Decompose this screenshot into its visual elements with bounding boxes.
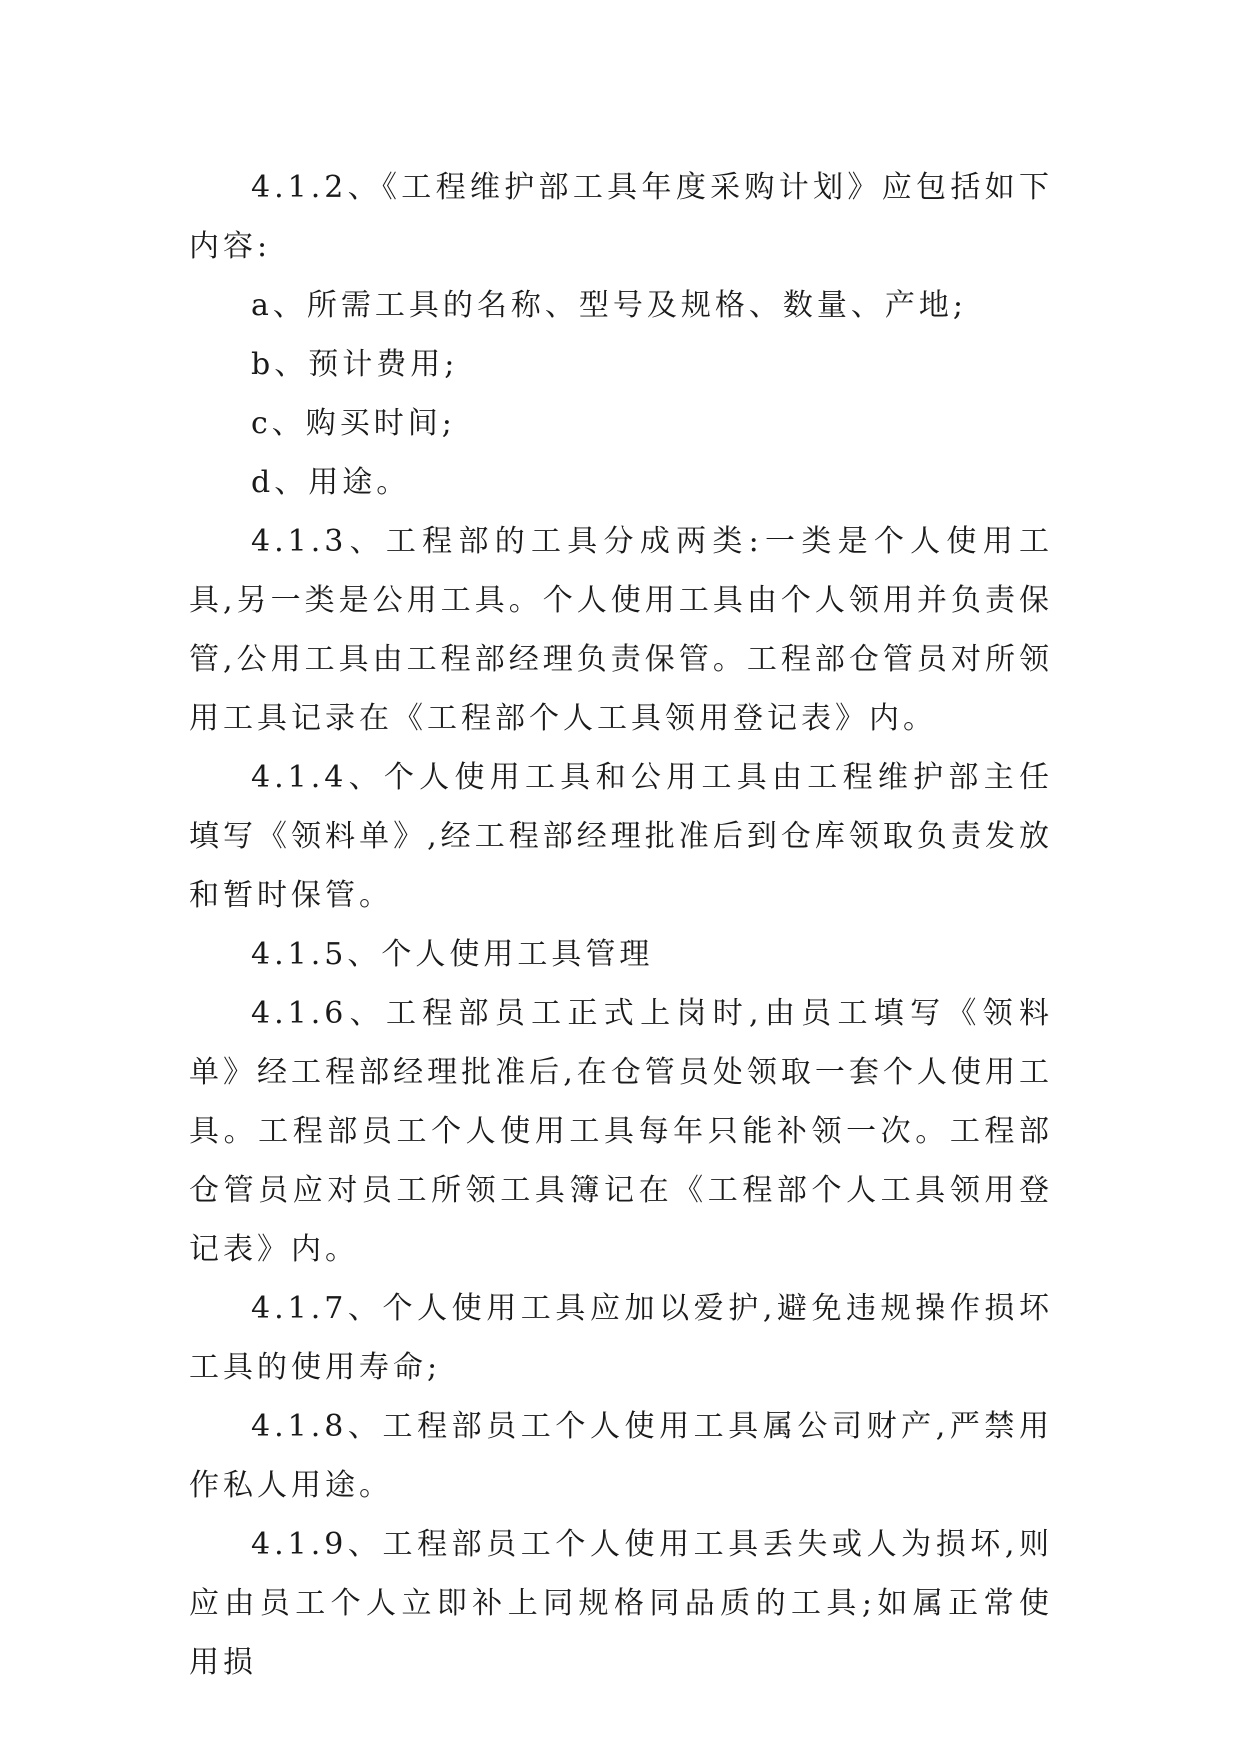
paragraph-4-1-5: 4.1.5、个人使用工具管理 xyxy=(251,937,654,972)
paragraph-4-1-8: 4.1.8、工程部员工个人使用工具属公司财产,严禁用作私人用途。 xyxy=(189,1409,1053,1503)
list-item-a: a、所需工具的名称、型号及规格、数量、产地; xyxy=(251,288,967,323)
paragraph-4-1-3: 4.1.3、工程部的工具分成两类:一类是个人使用工具,另一类是公用工具。个人使用工具由个人领用并负责保管,公用工具由工程部经理负责保管。工程部仓管员对所领用工具记录在《工程部个人工具领用登记表》内。 xyxy=(189,524,1053,736)
list-item-d: d、用途。 xyxy=(251,465,411,500)
paragraph-4-1-7: 4.1.7、个人使用工具应加以爱护,避免违规操作损坏工具的使用寿命; xyxy=(189,1291,1053,1385)
document-body xyxy=(189,158,1053,1692)
paragraph-4-1-9: 4.1.9、工程部员工个人使用工具丢失或人为损坏,则应由员工个人立即补上同规格同品质的工具;如属正常使用损 xyxy=(189,1527,1053,1680)
list-item-b: b、预计费用; xyxy=(251,347,459,382)
paragraph-4-1-6: 4.1.6、工程部员工正式上岗时,由员工填写《领料单》经工程部经理批准后,在仓管员处领取一套个人使用工具。工程部员工个人使用工具每年只能补领一次。工程部仓管员应对员工所领工具簿记在《工程部个人工具领用登记表》内。 xyxy=(189,996,1053,1267)
list-item-c: c、购买时间; xyxy=(251,406,456,441)
paragraph-4-1-4: 4.1.4、个人使用工具和公用工具由工程维护部主任填写《领料单》,经工程部经理批准后到仓库领取负责发放和暂时保管。 xyxy=(189,760,1053,913)
paragraph-4-1-2: 4.1.2、《工程维护部工具年度采购计划》应包括如下内容: xyxy=(189,170,1053,264)
